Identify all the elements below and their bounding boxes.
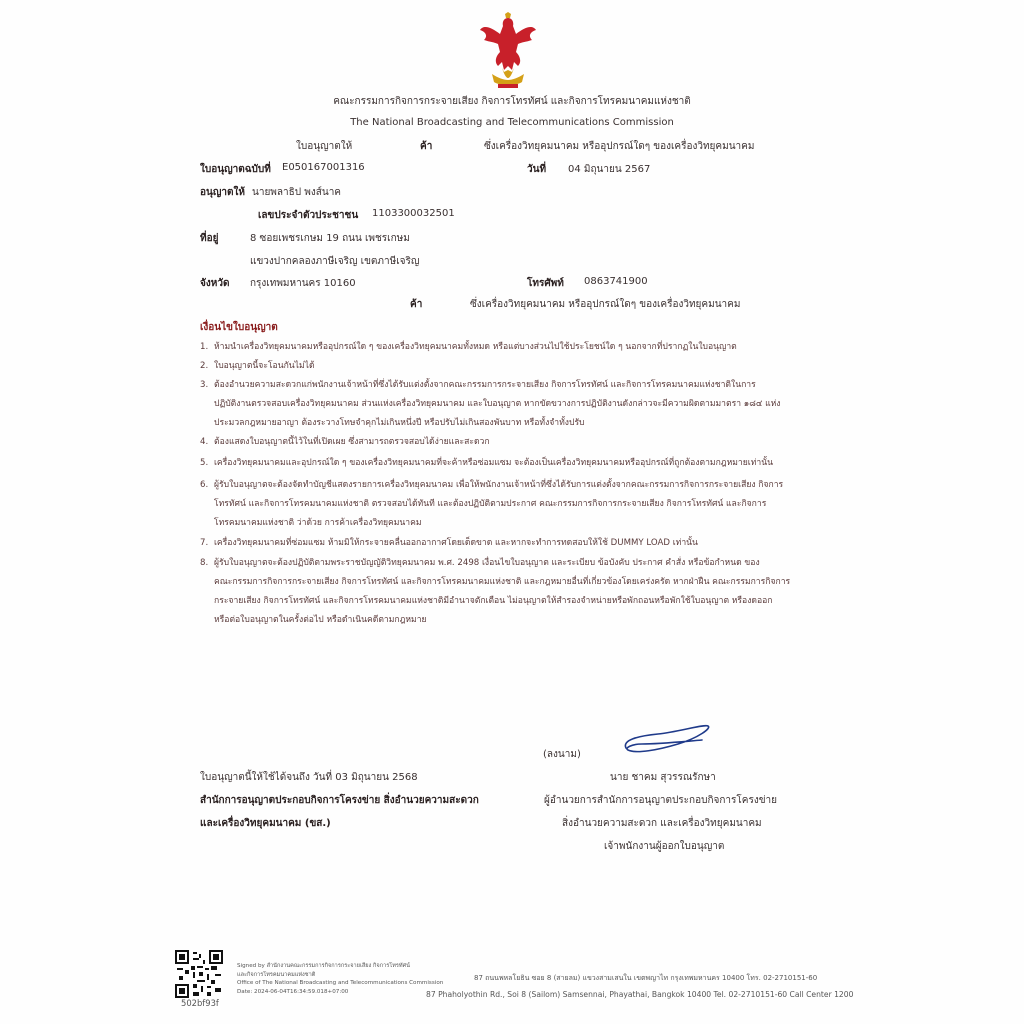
condition-text: หรือต่อใบอนุญาตในครั้งต่อไป หรือดำเนินคดีตามกฎหมาย — [214, 615, 427, 625]
signed-by-english: Office of The National Broadcasting and Telecommunications Commission — [237, 980, 444, 987]
signed-date: Date: 2024-06-04T16:34:59.018+07:00 — [237, 988, 349, 995]
condition-text: ต้องแสดงใบอนุญาตนี้ไว้ในที่เปิดเผย ซึ่งสามารถตรวจสอบได้ง่ายและสะดวก — [214, 437, 490, 447]
org-name-english: The National Broadcasting and Telecommunications Commission — [350, 117, 674, 128]
license-subject: ซึ่งเครื่องวิทยุคมนาคม หรืออุปกรณ์ใดๆ ของเครื่องวิทยุคมนาคม — [484, 141, 755, 152]
grantee-name: นายพลาธิป พงส์นาค — [252, 187, 341, 198]
address-english: 87 Phaholyothin Rd., Soi 8 (Sailom) Samsennai, Phayathai, Bangkok 10400 Tel. 02-2710151-60 Call Center 1200 — [426, 990, 854, 999]
sign-label: (ลงนาม) — [543, 749, 581, 760]
condition-text: ต้องอำนวยความสะดวกแก่พนักงานเจ้าหน้าที่ซึ่งได้รับแต่งตั้งจากคณะกรรมการกระจายเสียง กิจการโทรทัศน์ และกิจการโทรคมนาคมแห่งชาติในการ — [214, 380, 756, 390]
condition-text: ผู้รับใบอนุญาตจะต้องปฏิบัติตามพระราชบัญญัติวิทยุคมนาคม พ.ศ. 2498 เงื่อนไขใบอนุญาต และระเบียบ ข้อบังคับ ประกาศ คำสั่ง หรือข้อกำหนด ของ — [214, 558, 760, 568]
condition-text: โทรทัศน์ และกิจการโทรคมนาคมแห่งชาติ ตรวจสอบได้ทันที และต้องปฏิบัติตามประกาศ คณะกรรมการกิจการกระจายเสียง กิจการโทรทัศน์ และกิจการ — [214, 499, 767, 509]
issuing-office-line-2: และเครื่องวิทยุคมนาคม (ขส.) — [200, 818, 331, 829]
qr-code-icon — [175, 950, 223, 998]
id-number-label: เลขประจำตัวประชาชน — [258, 210, 359, 221]
condition-text: โทรคมนาคมแห่งชาติ ว่าด้วย การค้าเครื่องวิทยุคมนาคม — [214, 518, 422, 528]
condition-text: ใบอนุญาตนี้จะโอนกันไม่ได้ — [214, 361, 315, 371]
org-name-thai: คณะกรรมการกิจการกระจายเสียง กิจการโทรทัศน์ และกิจการโทรคมนาคมแห่งชาติ — [333, 96, 691, 107]
signed-by-thai-2: และกิจการโทรคมนาคมแห่งชาติ — [237, 971, 316, 978]
condition-number: 2. — [200, 361, 209, 371]
license-number: E050167001316 — [282, 162, 365, 173]
signed-by-thai: Signed by สำนักงานคณะกรรมการกิจการกระจายเสียง กิจการโทรทัศน์ — [237, 963, 410, 969]
condition-text: ผู้รับใบอนุญาตจะต้องจัดทำบัญชีแสดงรายการเครื่องวิทยุคมนาคม เพื่อให้พนักงานเจ้าหน้าที่ซึ่งได้รับการแต่งตั้งจากคณะกรรมการกิจการกระจายเสียง กิจการ — [214, 480, 784, 490]
grantee-label: อนุญาตให้ — [200, 187, 245, 198]
phone-label: โทรศัพท์ — [527, 278, 564, 289]
condition-text: เครื่องวิทยุคมนาคมและอุปกรณ์ใด ๆ ของเครื่องวิทยุคมนาคมที่จะค้าหรือซ่อมแซม จะต้องเป็นเครื่องวิทยุคมนาคมหรืออุปกรณ์ที่ถูกต้องตามกฎหมายเท่านั้น — [214, 458, 773, 468]
address-thai: 87 ถนนพหลโยธิน ซอย 8 (สายลม) แขวงสามเสนใน เขตพญาไท กรุงเทพมหานคร 10400 โทร. 02-2710151-60 — [474, 974, 818, 982]
province-label: จังหวัด — [200, 278, 230, 289]
signer-position-3: เจ้าพนักงานผู้ออกใบอนุญาต — [604, 841, 725, 852]
address-line-1: 8 ซอยเพชรเกษม 19 ถนน เพชรเกษม — [250, 233, 410, 244]
address-label: ที่อยู่ — [200, 233, 219, 244]
condition-number: 3. — [200, 380, 209, 390]
condition-number: 7. — [200, 538, 209, 548]
condition-text: ห้ามนำเครื่องวิทยุคมนาคมหรืออุปกรณ์ใด ๆ ของเครื่องวิทยุคมนาคมทั้งหมด หรือแต่บางส่วนไปใช้ประโยชน์ใด ๆ นอกจากที่ปรากฏในใบอนุญาต — [214, 342, 737, 352]
signer-name: นาย ชาคม สุวรรณรักษา — [610, 772, 716, 783]
issue-date: 04 มิถุนายน 2567 — [568, 164, 651, 175]
garuda-emblem-icon — [478, 12, 538, 90]
license-number-label: ใบอนุญาตฉบับที่ — [200, 164, 271, 175]
condition-text: เครื่องวิทยุคมนาคมที่ซ่อมแซม ห้ามมิให้กระจายคลื่นออกอากาศโดยเด็ดขาด และหากจะทำการทดสอบให้ใช้ DUMMY LOAD เท่านั้น — [214, 538, 698, 548]
issue-date-label: วันที่ — [527, 164, 547, 175]
issuing-office-line-1: สำนักการอนุญาตประกอบกิจการโครงข่าย สิ่งอำนวยความสะดวก — [200, 795, 479, 806]
handwritten-signature-icon — [618, 718, 714, 760]
signer-position-1: ผู้อำนวยการสำนักการอนุญาตประกอบกิจการโครงข่าย — [544, 795, 778, 806]
license-for-label: ใบอนุญาตให้ — [296, 141, 353, 152]
trade-subject: ซึ่งเครื่องวิทยุคมนาคม หรืออุปกรณ์ใดๆ ของเครื่องวิทยุคมนาคม — [470, 299, 741, 310]
id-number: 1103300032501 — [372, 208, 455, 219]
trade-label-2: ค้า — [410, 299, 423, 310]
condition-number: 5. — [200, 458, 209, 468]
condition-text: กระจายเสียง กิจการโทรทัศน์ และกิจการโทรคมนาคมแห่งชาติมีอำนาจตักเตือน ไม่อนุญาตให้สำรองจำหน่ายหรือพักถอนหรือพักใช้ใบอนุญาต หรืองดออก — [214, 596, 773, 606]
conditions-list — [200, 338, 830, 628]
province: กรุงเทพมหานคร 10160 — [250, 278, 356, 289]
condition-text: ปฏิบัติงานตรวจสอบเครื่องวิทยุคมนาคม ส่วนแห่งเครื่องวิทยุคมนาคม และใบอนุญาต หากขัดขวางการปฏิบัติงานดังกล่าวจะมีความผิดตามมาตรา ๑๘๔ แห่ง — [214, 399, 781, 409]
address-line-2: แขวงปากคลองภาษีเจริญ เขตภาษีเจริญ — [250, 256, 420, 267]
signer-position-2: สิ่งอำนวยความสะดวก และเครื่องวิทยุคมนาคม — [562, 818, 762, 829]
phone-number: 0863741900 — [584, 276, 648, 287]
conditions-title: เงื่อนไขใบอนุญาต — [200, 322, 278, 333]
condition-number: 1. — [200, 342, 209, 352]
condition-text: ประมวลกฎหมายอาญา ต้องระวางโทษจำคุกไม่เกินหนึ่งปี หรือปรับไม่เกินสองพันบาท หรือทั้งจำทั้งปรับ — [214, 418, 585, 428]
qr-code-text: 502bf93f — [181, 998, 219, 1008]
digital-signature-block — [237, 962, 443, 996]
trade-label: ค้า — [420, 141, 433, 152]
condition-text: คณะกรรมการกิจการกระจายเสียง กิจการโทรทัศน์ และกิจการโทรคมนาคมแห่งชาติ และกฎหมายอื่นที่เกี่ยวข้องโดยเคร่งครัด หากฝ่าฝืน คณะกรรมการกิจการ — [214, 577, 791, 587]
condition-number: 6. — [200, 480, 209, 490]
condition-number: 4. — [200, 437, 209, 447]
condition-number: 8. — [200, 558, 209, 568]
valid-until: ใบอนุญาตนี้ให้ใช้ได้จนถึง วันที่ 03 มิถุนายน 2568 — [200, 772, 418, 783]
